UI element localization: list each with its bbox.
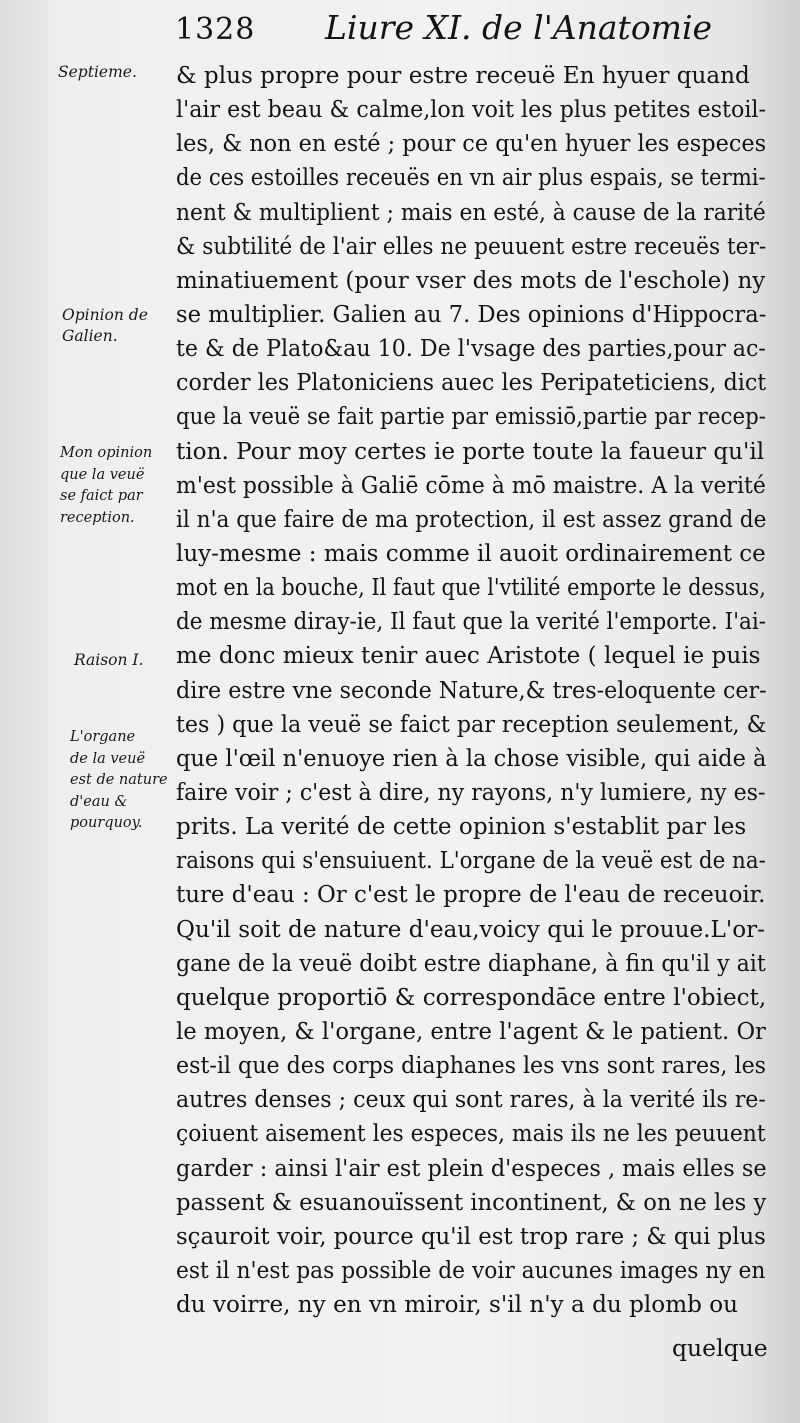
text-line: & plus propre pour estre receuë En hyuer quand [176, 61, 750, 89]
text-line: me donc mieux tenir auec Aristote ( lequel ie puis [176, 641, 761, 670]
text-line: m'est possible à Galiē cōme à mō maistre. A la verité [176, 470, 766, 499]
catchword: quelque [672, 1334, 768, 1362]
text-line: passent & esuanouïssent incontinent, & on ne les y [176, 1187, 767, 1216]
text-line: mot en la bouche, Il faut que l'vtilité emporte le dessus, [176, 573, 766, 602]
text-line: le moyen, & l'organe, entre l'agent & le patient. Or [176, 1016, 766, 1045]
text-line: que l'œil n'enuoye rien à la chose visible, qui aide à [176, 743, 767, 772]
margin-note: Opinion de Galien. [62, 306, 148, 345]
text-line: sçauroit voir, pource qu'il est trop rare ; & qui plus [176, 1221, 766, 1250]
text-line: nent & multiplient ; mais en esté, à cause de la rarité [176, 197, 766, 226]
text-line: dire estre vne seconde Nature,& tres-eloquente cer- [176, 675, 767, 704]
text-line: raisons qui s'ensuiuent. L'organe de la veuë est de na- [176, 846, 766, 875]
text-line: il n'a que faire de ma protection, il est assez grand de [176, 504, 767, 533]
text-line: est il n'est pas possible de voir aucunes images ny en [176, 1255, 766, 1284]
text-line: Qu'il soit de nature d'eau,voicy qui le prouue.L'or- [176, 914, 765, 943]
text-line: est-il que des corps diaphanes les vns sont rares, les [176, 1051, 767, 1080]
page-number: 1328 [175, 12, 256, 47]
text-line: se multiplier. Galien au 7. Des opinions d'Hippocra- [176, 299, 767, 328]
text-line: quelque proportiō & correspondāce entre l'obiect, [176, 982, 767, 1011]
text-line: gane de la veuë doibt estre diaphane, à fin qu'il y ait [176, 948, 766, 977]
text-line: tes ) que la veuë se faict par reception seulement, & [176, 709, 767, 738]
text-line: te & de Plato&au 10. De l'vsage des parties,pour ac- [176, 334, 766, 363]
running-title: Liure XI. de l'Anatomie [325, 8, 713, 47]
text-line: que la veuë se fait partie par emissiō,partie par recep- [176, 402, 766, 431]
margin-note: Mon opinion que la veuë se faict par reception. [60, 445, 153, 526]
margin-note: Raison I. [74, 651, 144, 669]
text-line: tion. Pour moy certes ie porte toute la faueur qu'il [176, 436, 765, 465]
text-line: de ces estoilles receuës en vn air plus espais, se termi- [176, 163, 766, 192]
text-line: ture d'eau : Or c'est le propre de l'eau de receuoir. [176, 880, 766, 909]
text-line: minatiuement (pour vser des mots de l'eschole) ny [176, 265, 766, 294]
text-line: garder : ainsi l'air est plein d'especes , mais elles se [176, 1153, 767, 1182]
margin-notes [0, 0, 180, 1423]
text-line: luy-mesme : mais comme il auoit ordinairement ce [176, 538, 766, 567]
text-line: les, & non en esté ; pour ce qu'en hyuer les especes [176, 129, 767, 158]
text-line: de mesme diray-ie, Il faut que la verité l'emporte. I'ai- [176, 607, 767, 636]
text-line: autres denses ; ceux qui sont rares, à la verité ils re- [176, 1085, 766, 1114]
text-line: faire voir ; c'est à dire, ny rayons, n'y lumiere, ny es- [176, 777, 766, 806]
margin-note: Septieme. [58, 63, 137, 81]
text-line: du voirre, ny en vn miroir, s'il n'y a du plomb ou [176, 1290, 739, 1319]
margin-note: L'organe de la veuë est de nature d'eau & pourquoy. [70, 729, 168, 831]
text-line: corder les Platoniciens auec les Peripateticiens, dict [176, 368, 767, 397]
text-line: & subtilité de l'air elles ne peuuent estre receuës ter- [176, 231, 767, 260]
text-line: çoiuent aisement les especes, mais ils ne les peuuent [176, 1119, 766, 1148]
body-text [176, 58, 776, 1321]
text-line: prits. La verité de cette opinion s'establit par les [176, 812, 747, 841]
text-line: l'air est beau & calme,lon voit les plus petites estoil- [176, 95, 767, 124]
